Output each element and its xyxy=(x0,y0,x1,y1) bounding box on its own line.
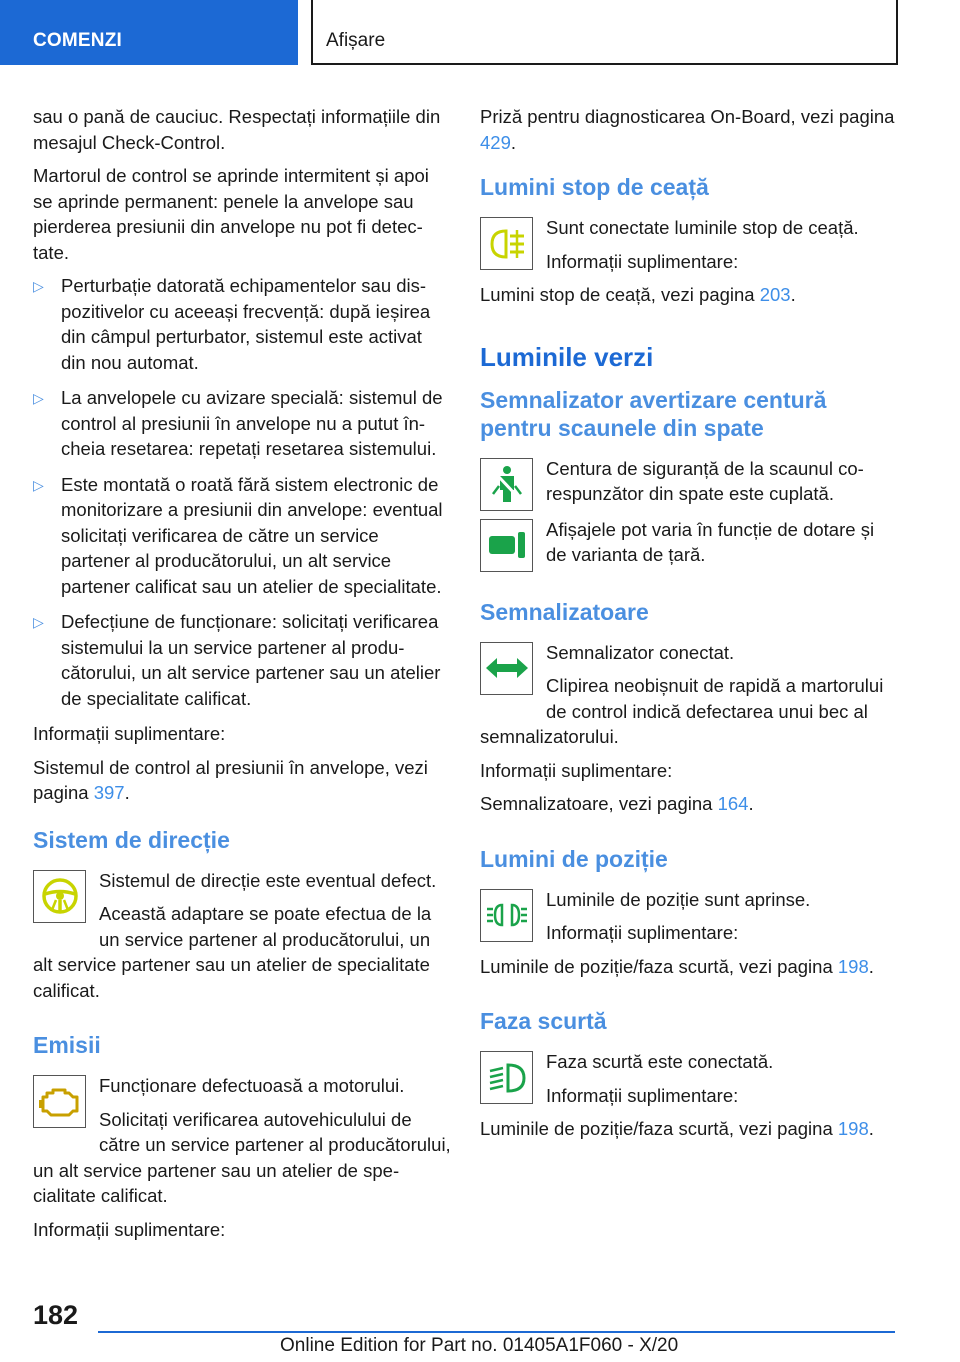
edition-note: Online Edition for Part no. 01405A1F060 - X/20 xyxy=(280,1335,679,1356)
paragraph: sau o pană de cauciuc. Respectați informațiile din mesajul Check-Control. xyxy=(33,106,441,153)
paragraph: Semnalizator conectat. xyxy=(546,641,735,663)
position-light-icon xyxy=(480,889,533,942)
info-label: Informații suplimentare: xyxy=(33,1218,226,1240)
list-item: ▷ Perturbație datorată echipamentelor sau dispozitivelor cu aceeași frecvență: după ieșirea din câmpul perturbator, sistemul este activat din nou automat. xyxy=(33,275,431,373)
section-heading: Semnalizatoare xyxy=(480,598,649,625)
chapter-heading: Luminile verzi xyxy=(480,341,654,372)
paragraph: Această adaptare se poate efectua de la un service partener al producătorului, un alt service partener sau un atelier de specialitate calificat. xyxy=(33,903,432,1001)
list-triangle-icon: ▷ xyxy=(33,278,44,294)
paragraph: Luminile de poziție sunt aprinse. xyxy=(546,888,811,910)
bullet-list xyxy=(33,273,451,711)
paragraph: Sistemul de direcție este eventual defect. xyxy=(99,869,437,891)
paragraph: Clipirea neobișnuit de rapidă a martorului de control indică defectarea unui bec al semnalizatorului. xyxy=(480,675,884,747)
list-triangle-icon: ▷ xyxy=(33,476,44,493)
paragraph: Centura de siguranță de la scaunul corespunzător din spate este cuplată. xyxy=(546,457,864,504)
section-heading: Lumini stop de ceață xyxy=(480,174,709,200)
paragraph: Solicitați verificarea autovehiculului de către un service partener al producătorului, un alt service partener sau un atelier de specialitate calificat. xyxy=(33,1108,451,1206)
page-link[interactable]: 397 xyxy=(93,782,125,803)
page-number: 182 xyxy=(33,1300,79,1330)
engine-check-icon xyxy=(33,1075,86,1128)
section-heading: Lumini de poziție xyxy=(480,845,668,872)
section-heading: Semnalizator avertizare centură pentru scaunele din spate xyxy=(480,386,827,441)
section-tab xyxy=(311,0,898,65)
info-reference: Luminile de poziție/faza scurtă, vezi pagina 198. xyxy=(480,955,874,977)
chapter-tab xyxy=(0,0,298,65)
info-label: Informații suplimentare: xyxy=(480,759,673,781)
list-item: ▷ La anvelopele cu avizare specială: sistemul de control al presiunii în anvelope nu a putut încheia resetarea: repetați resetarea sistemului. xyxy=(33,387,443,459)
paragraph: Faza scurtă este conectată. xyxy=(546,1051,774,1072)
page-link[interactable]: 198 xyxy=(837,955,869,977)
rear-seat-indicator-icon xyxy=(480,519,533,572)
paragraph: Martorul de control se aprinde intermitent și apoi se aprinde permanent: penele la anvelope sau pierderea presiunii din anvelope nu pot fi detectate. xyxy=(33,165,429,263)
section-heading: Faza scurtă xyxy=(480,1008,607,1034)
list-triangle-icon: ▷ xyxy=(33,390,44,406)
page-link[interactable]: 164 xyxy=(717,793,749,814)
turn-signal-icon xyxy=(480,642,533,695)
section-title: Afișare xyxy=(326,30,386,51)
paragraph: Afișajele pot varia în funcție de dotare și de varianta de țară. xyxy=(546,518,875,565)
paragraph: Funcționare defectuoasă a motorului. xyxy=(99,1075,405,1096)
info-reference: Lumini stop de ceață, vezi pagina 203. xyxy=(480,284,796,305)
low-beam-icon xyxy=(480,1051,533,1104)
info-reference: Luminile de poziție/faza scurtă, vezi pagina 198. xyxy=(480,1118,874,1139)
left-column xyxy=(33,104,451,1250)
info-reference: Sistemul de control al presiunii în anvelope, vezi pagina 397. xyxy=(33,756,428,803)
info-label: Informații suplimentare: xyxy=(546,250,739,272)
list-triangle-icon: ▷ xyxy=(33,614,44,630)
page-link[interactable]: 198 xyxy=(837,1118,869,1139)
section-heading: Emisii xyxy=(33,1032,101,1058)
steering-warning-icon xyxy=(33,870,86,923)
paragraph: Sunt conectate luminile stop de ceață. xyxy=(546,217,859,238)
page-link[interactable]: 429 xyxy=(480,131,511,153)
chapter-title: COMENZI xyxy=(33,30,123,51)
info-reference: Semnalizatoare, vezi pagina 164. xyxy=(480,793,754,814)
section-heading: Sistem de direcție xyxy=(33,826,230,853)
info-reference: Priză pentru diagnosticarea On-Board, vezi pagina 429. xyxy=(480,106,895,153)
info-label: Informații suplimentare: xyxy=(546,1084,739,1106)
info-label: Informații suplimentare: xyxy=(33,723,226,744)
page-link[interactable]: 203 xyxy=(759,284,791,305)
seatbelt-icon xyxy=(480,458,533,511)
rear-fog-light-icon xyxy=(480,217,533,270)
list-item: ▷ Este montată o roată fără sistem electronic de monitorizare a presiunii din anvelope: eventual solicitați verificarea de către un service partener al producătorului, un alt service partener calificat sau un atelier de specialitate. xyxy=(33,473,443,597)
info-label: Informații suplimentare: xyxy=(546,922,739,943)
right-column xyxy=(480,104,898,1150)
footer-divider xyxy=(98,1331,895,1333)
list-item: ▷ Defecțiune de funcționare: solicitați verificarea sistemului la un service partener al producătorului, un alt service partener sau un atelier de specialitate calificat. xyxy=(33,611,441,709)
